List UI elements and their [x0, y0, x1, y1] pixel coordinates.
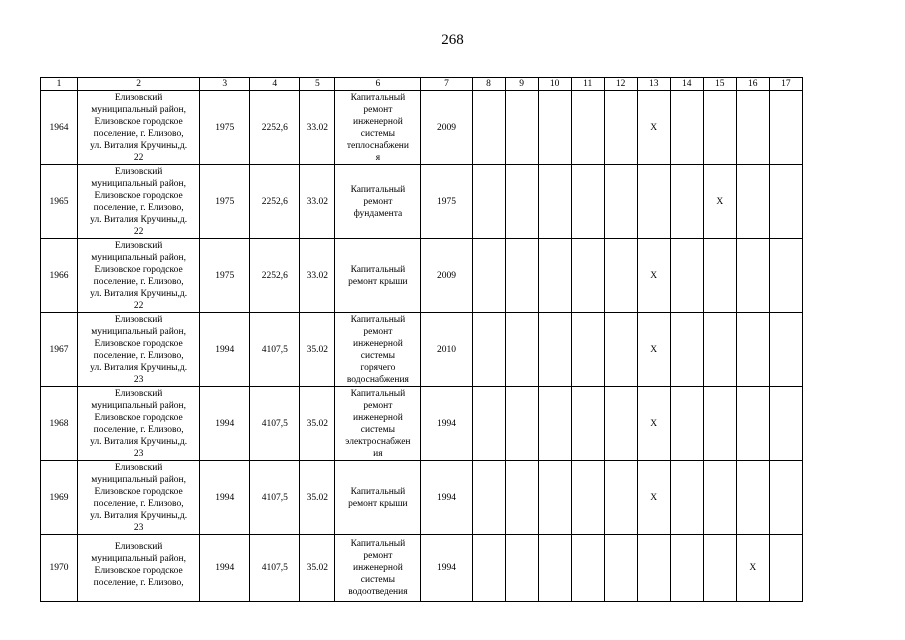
mark-cell-col-8 — [472, 461, 505, 535]
row-number-cell: 1969 — [41, 461, 78, 535]
column-number-row — [41, 78, 803, 91]
area-cell: 4107,5 — [250, 535, 300, 602]
mark-cell-col-12 — [604, 535, 637, 602]
mark-cell-col-9 — [505, 239, 538, 313]
mark-cell-col-10 — [538, 91, 571, 165]
work-type-cell-line: ремонт — [363, 551, 393, 561]
address-cell-line: поселение, г. Елизово, — [93, 498, 184, 509]
build-year-cell: 1975 — [200, 239, 250, 313]
work-type-cell-line: теплоснабжени — [346, 140, 409, 151]
build-year-cell: 1994 — [200, 313, 250, 387]
mark-cell-col-8 — [472, 535, 505, 602]
table-row — [41, 239, 803, 313]
work-type-cell — [335, 91, 421, 165]
address-cell-line: Елизовское городское — [94, 264, 183, 275]
mark-cell-col-17 — [769, 387, 802, 461]
column-header: 11 — [571, 78, 604, 91]
table-row — [41, 165, 803, 239]
build-year-cell: 1975 — [200, 165, 250, 239]
work-type-cell — [335, 313, 421, 387]
row-number-cell: 1968 — [41, 387, 78, 461]
mark-cell-col-17 — [769, 461, 802, 535]
mark-cell-col-14 — [670, 313, 703, 387]
wear-cell: 35.02 — [300, 535, 335, 602]
build-year-cell: 1994 — [200, 387, 250, 461]
work-type-cell-line: горячего — [360, 362, 396, 373]
mark-cell-col-8 — [472, 387, 505, 461]
work-type-cell-line: инженерной — [353, 338, 403, 349]
address-cell-line: муниципальный район, — [91, 326, 186, 337]
address-cell-line: ул. Виталия Кручины,д. — [90, 510, 188, 521]
wear-cell: 33.02 — [300, 239, 335, 313]
mark-cell-col-17 — [769, 313, 802, 387]
address-cell-line: поселение, г. Елизово, — [93, 128, 184, 139]
address-cell-line: ул. Виталия Кручины,д. — [90, 436, 188, 447]
mark-cell-col-17 — [769, 535, 802, 602]
mark-cell-col-17 — [769, 91, 802, 165]
column-header: 2 — [78, 78, 200, 91]
address-cell — [78, 165, 200, 239]
work-type-cell-line: фундамента — [353, 208, 403, 219]
build-year-cell: 1975 — [200, 91, 250, 165]
page-number: 268 — [441, 32, 464, 48]
table-row — [41, 313, 803, 387]
work-type-cell-line: ремонт крыши — [348, 276, 408, 287]
work-type-cell-line: системы — [360, 424, 396, 435]
mark-cell-col-11 — [571, 165, 604, 239]
mark-cell-col-11 — [571, 461, 604, 535]
plan-year-cell: 1994 — [421, 461, 472, 535]
mark-cell-col-13: X — [637, 461, 670, 535]
address-cell — [78, 535, 200, 602]
address-cell-line: муниципальный район, — [91, 474, 186, 485]
work-type-cell-line: ремонт крыши — [348, 498, 408, 509]
work-type-cell-line: системы — [360, 350, 396, 361]
mark-cell-col-13 — [637, 165, 670, 239]
area-cell: 4107,5 — [250, 313, 300, 387]
area-cell: 2252,6 — [250, 165, 300, 239]
address-cell-line: поселение, г. Елизово, — [93, 202, 184, 213]
address-cell-line: Елизовское городское — [94, 338, 183, 349]
address-cell-line: муниципальный район, — [91, 178, 186, 189]
work-type-cell-line: ремонт — [363, 104, 393, 115]
wear-cell: 35.02 — [300, 387, 335, 461]
address-cell-line: поселение, г. Елизово, — [93, 276, 184, 287]
work-type-cell-line: инженерной — [353, 412, 403, 423]
area-cell: 2252,6 — [250, 91, 300, 165]
mark-cell-col-8 — [472, 165, 505, 239]
mark-cell-col-9 — [505, 91, 538, 165]
work-type-cell — [335, 239, 421, 313]
address-cell-line: поселение, г. Елизово, — [93, 424, 184, 435]
mark-cell-col-8 — [472, 239, 505, 313]
work-type-cell — [335, 387, 421, 461]
mark-cell-col-12 — [604, 239, 637, 313]
plan-year-cell: 1994 — [421, 535, 472, 602]
mark-cell-col-13 — [637, 535, 670, 602]
column-header: 6 — [335, 78, 421, 91]
table-body — [41, 91, 803, 602]
address-cell — [78, 313, 200, 387]
work-type-cell-line: инженерной — [353, 116, 403, 127]
area-cell: 2252,6 — [250, 239, 300, 313]
mark-cell-col-15 — [703, 313, 736, 387]
mark-cell-col-12 — [604, 313, 637, 387]
mark-cell-col-11 — [571, 387, 604, 461]
mark-cell-col-15 — [703, 239, 736, 313]
mark-cell-col-10 — [538, 313, 571, 387]
row-number-cell: 1966 — [41, 239, 78, 313]
plan-year-cell: 2009 — [421, 239, 472, 313]
build-year-cell: 1994 — [200, 461, 250, 535]
mark-cell-col-9 — [505, 461, 538, 535]
table-row — [41, 91, 803, 165]
work-type-cell — [335, 535, 421, 602]
address-cell-line: Елизовский — [114, 240, 163, 251]
row-number-cell: 1970 — [41, 535, 78, 602]
wear-cell: 35.02 — [300, 313, 335, 387]
mark-cell-col-15: X — [703, 165, 736, 239]
work-type-cell-line: Капитальный — [350, 539, 406, 549]
address-cell-line: муниципальный район, — [91, 400, 186, 411]
mark-cell-col-9 — [505, 535, 538, 602]
plan-year-cell: 2010 — [421, 313, 472, 387]
column-header: 5 — [300, 78, 335, 91]
address-cell-line: Елизовский — [114, 166, 163, 177]
address-cell-line: Елизовское городское — [94, 412, 183, 423]
address-cell-line: ул. Виталия Кручины,д. — [90, 288, 188, 299]
column-header: 17 — [769, 78, 802, 91]
mark-cell-col-12 — [604, 165, 637, 239]
mark-cell-col-10 — [538, 535, 571, 602]
mark-cell-col-13: X — [637, 91, 670, 165]
work-type-cell-line: ия — [373, 448, 383, 459]
mark-cell-col-15 — [703, 535, 736, 602]
address-cell-line: Елизовский — [114, 388, 163, 399]
address-cell-line: Елизовское городское — [94, 486, 183, 497]
work-type-cell-line: Капитальный — [350, 92, 406, 103]
area-cell: 4107,5 — [250, 461, 300, 535]
mark-cell-col-9 — [505, 313, 538, 387]
mark-cell-col-12 — [604, 461, 637, 535]
column-header: 1 — [41, 78, 78, 91]
mark-cell-col-11 — [571, 91, 604, 165]
plan-year-cell: 1975 — [421, 165, 472, 239]
column-header: 4 — [250, 78, 300, 91]
mark-cell-col-16 — [736, 239, 769, 313]
address-cell-line: Елизовский — [114, 314, 163, 325]
mark-cell-col-17 — [769, 239, 802, 313]
mark-cell-col-8 — [472, 91, 505, 165]
address-cell — [78, 91, 200, 165]
address-cell-line: муниципальный район, — [91, 554, 186, 564]
mark-cell-col-14 — [670, 387, 703, 461]
mark-cell-col-12 — [604, 387, 637, 461]
mark-cell-col-11 — [571, 535, 604, 602]
address-cell — [78, 239, 200, 313]
mark-cell-col-16 — [736, 387, 769, 461]
column-header: 16 — [736, 78, 769, 91]
work-type-cell-line: ремонт — [363, 400, 393, 411]
area-cell: 4107,5 — [250, 387, 300, 461]
mark-cell-col-9 — [505, 165, 538, 239]
work-type-cell-line: электроснабжен — [345, 436, 411, 447]
row-number-cell: 1967 — [41, 313, 78, 387]
address-cell-line: 22 — [133, 152, 144, 163]
address-cell-line: поселение, г. Елизово, — [93, 350, 184, 361]
address-cell-line: Елизовское городское — [94, 116, 183, 127]
mark-cell-col-10 — [538, 239, 571, 313]
work-type-cell — [335, 165, 421, 239]
address-cell-line: Елизовский — [114, 542, 163, 552]
column-header: 12 — [604, 78, 637, 91]
address-cell-line: Елизовское городское — [94, 566, 183, 576]
column-header: 15 — [703, 78, 736, 91]
column-header: 3 — [200, 78, 250, 91]
mark-cell-col-10 — [538, 461, 571, 535]
mark-cell-col-10 — [538, 387, 571, 461]
mark-cell-col-9 — [505, 387, 538, 461]
repair-program-table — [40, 77, 803, 602]
mark-cell-col-13: X — [637, 313, 670, 387]
mark-cell-col-15 — [703, 387, 736, 461]
mark-cell-col-13: X — [637, 239, 670, 313]
address-cell-line: ул. Виталия Кручины,д. — [90, 362, 188, 373]
mark-cell-col-17 — [769, 165, 802, 239]
work-type-cell-line: я — [375, 152, 381, 163]
address-cell-line: поселение, г. Елизово, — [93, 578, 184, 588]
mark-cell-col-16 — [736, 461, 769, 535]
mark-cell-col-16 — [736, 165, 769, 239]
plan-year-cell: 1994 — [421, 387, 472, 461]
work-type-cell-line: системы — [360, 128, 396, 139]
address-cell-line: 23 — [133, 374, 144, 385]
build-year-cell: 1994 — [200, 535, 250, 602]
address-cell-line: Елизовский — [114, 462, 163, 473]
work-type-cell-line: системы — [360, 575, 396, 585]
address-cell-line: 23 — [133, 522, 144, 533]
address-cell-line: Елизовский — [114, 92, 163, 103]
column-header: 7 — [421, 78, 472, 91]
table-row — [41, 387, 803, 461]
address-cell-line: 22 — [133, 226, 144, 237]
column-header: 8 — [472, 78, 505, 91]
mark-cell-col-15 — [703, 91, 736, 165]
work-type-cell — [335, 461, 421, 535]
work-type-cell-line: Капитальный — [350, 486, 406, 497]
work-type-cell-line: Капитальный — [350, 388, 406, 399]
column-header: 13 — [637, 78, 670, 91]
mark-cell-col-14 — [670, 91, 703, 165]
mark-cell-col-15 — [703, 461, 736, 535]
work-type-cell-line: ремонт — [363, 326, 393, 337]
work-type-cell-line: инженерной — [353, 563, 403, 573]
address-cell — [78, 387, 200, 461]
table-row — [41, 535, 803, 602]
work-type-cell-line: Капитальный — [350, 264, 406, 275]
address-cell-line: муниципальный район, — [91, 252, 186, 263]
column-header: 10 — [538, 78, 571, 91]
mark-cell-col-14 — [670, 165, 703, 239]
mark-cell-col-11 — [571, 239, 604, 313]
wear-cell: 33.02 — [300, 91, 335, 165]
address-cell-line: ул. Виталия Кручины,д. — [90, 140, 188, 151]
mark-cell-col-16: X — [736, 535, 769, 602]
mark-cell-col-8 — [472, 313, 505, 387]
work-type-cell-line: ремонт — [363, 196, 393, 207]
column-header: 9 — [505, 78, 538, 91]
address-cell-line: 22 — [133, 300, 144, 311]
row-number-cell: 1964 — [41, 91, 78, 165]
address-cell-line: муниципальный район, — [91, 104, 186, 115]
address-cell-line: Елизовское городское — [94, 190, 183, 201]
mark-cell-col-12 — [604, 91, 637, 165]
work-type-cell-line: водоотведения — [348, 587, 408, 597]
address-cell-line: ул. Виталия Кручины,д. — [90, 214, 188, 225]
work-type-cell-line: Капитальный — [350, 314, 406, 325]
plan-year-cell: 2009 — [421, 91, 472, 165]
row-number-cell: 1965 — [41, 165, 78, 239]
table-row — [41, 461, 803, 535]
column-header: 14 — [670, 78, 703, 91]
mark-cell-col-14 — [670, 239, 703, 313]
wear-cell: 35.02 — [300, 461, 335, 535]
wear-cell: 33.02 — [300, 165, 335, 239]
work-type-cell-line: водоснабжения — [346, 374, 409, 385]
mark-cell-col-16 — [736, 91, 769, 165]
mark-cell-col-11 — [571, 313, 604, 387]
mark-cell-col-16 — [736, 313, 769, 387]
work-type-cell-line: Капитальный — [350, 184, 406, 195]
mark-cell-col-14 — [670, 535, 703, 602]
mark-cell-col-14 — [670, 461, 703, 535]
mark-cell-col-13: X — [637, 387, 670, 461]
address-cell-line: 23 — [133, 448, 144, 459]
address-cell — [78, 461, 200, 535]
mark-cell-col-10 — [538, 165, 571, 239]
